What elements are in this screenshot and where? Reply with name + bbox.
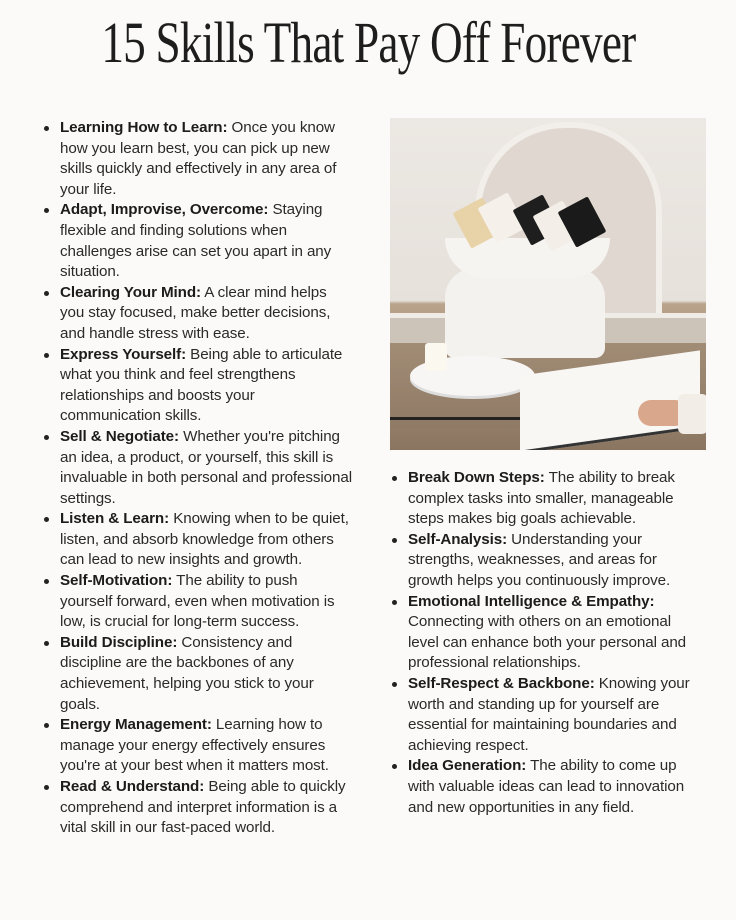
skill-description: Whether you're pitching an idea, a product, or yourself, this skill is invaluable in both personal and professional settings. xyxy=(60,427,352,507)
skill-item xyxy=(390,468,702,530)
skill-name: Listen & Learn: xyxy=(60,510,170,528)
skill-name: Learning How to Learn: xyxy=(60,119,228,136)
skill-name: Energy Management: xyxy=(60,716,212,734)
skill-name: Self-Respect & Backbone: xyxy=(408,674,595,692)
skill-description: The ability to push yourself forward, even when motivation is low, is crucial for long-term success. xyxy=(60,572,335,631)
skills-list-right xyxy=(390,468,702,818)
skill-name: Emotional Intelligence & Empathy: xyxy=(408,592,655,610)
skill-item xyxy=(42,283,354,345)
skill-name: Self-Analysis: xyxy=(408,530,508,548)
skill-description: Consistency and discipline are the backbones of any achievement, helping you stick to your goals. xyxy=(60,633,314,713)
skill-description: Staying flexible and finding solutions when challenges arise can set you apart in any situation. xyxy=(60,201,332,281)
skill-description: Knowing your worth and standing up for yourself are essential for maintaining boundaries and achieving respect. xyxy=(408,674,690,754)
skill-item xyxy=(390,592,702,674)
skill-item xyxy=(390,674,702,756)
skill-description: Being able to articulate what you think and feel strengthens relationships and boosts your communication skills. xyxy=(60,345,343,425)
skill-item xyxy=(42,200,354,282)
skill-item xyxy=(42,427,354,509)
skill-name: Adapt, Improvise, Overcome: xyxy=(60,201,269,219)
skill-description: Knowing when to be quiet, listen, and absorb knowledge from others can lead to new insights and growth. xyxy=(60,510,349,569)
skill-name: Clearing Your Mind: xyxy=(60,283,201,301)
skill-description: Being able to quickly comprehend and interpret information is a vital skill in our fast-paced world. xyxy=(60,778,346,837)
skill-item xyxy=(42,777,354,839)
page-title: 15 Skills That Pay Off Forever xyxy=(100,10,636,75)
skill-description: Understanding your strengths, weaknesses, and areas for growth helps you continuously improve. xyxy=(408,530,671,589)
skill-name: Idea Generation: xyxy=(408,757,527,775)
skill-name: Read & Understand: xyxy=(60,778,205,795)
skill-name: Build Discipline: xyxy=(60,633,178,651)
skill-description: The ability to break complex tasks into smaller, manageable steps makes big goals achievable. xyxy=(408,469,675,528)
skill-description: Learning how to manage your energy effectively ensures you're at your best when it matters most. xyxy=(60,716,329,775)
skill-item xyxy=(42,715,354,777)
skill-description: The ability to come up with valuable ideas can lead to innovation and new opportunities in any field. xyxy=(408,757,685,816)
skill-item xyxy=(42,633,354,715)
skill-item xyxy=(42,345,354,427)
skill-item xyxy=(390,530,702,592)
skill-name: Express Yourself: xyxy=(60,345,187,363)
skill-name: Self-Motivation: xyxy=(60,572,173,590)
skill-item xyxy=(42,571,354,633)
skill-description: Connecting with others on an emotional level can enhance both your personal and professional relationships. xyxy=(408,613,687,672)
skill-name: Sell & Negotiate: xyxy=(60,427,179,445)
skill-item xyxy=(42,509,354,571)
photo-books-on-table xyxy=(390,118,706,450)
skills-list-left xyxy=(42,118,354,839)
skill-item xyxy=(42,118,354,200)
skill-description: Once you know how you learn best, you can pick up new skills quickly and effectively in any area of your life. xyxy=(60,119,337,198)
skill-description: A clear mind helps you stay focused, make better decisions, and handle stress with ease. xyxy=(60,283,331,342)
skill-name: Break Down Steps: xyxy=(408,469,545,486)
skill-item xyxy=(390,756,702,818)
